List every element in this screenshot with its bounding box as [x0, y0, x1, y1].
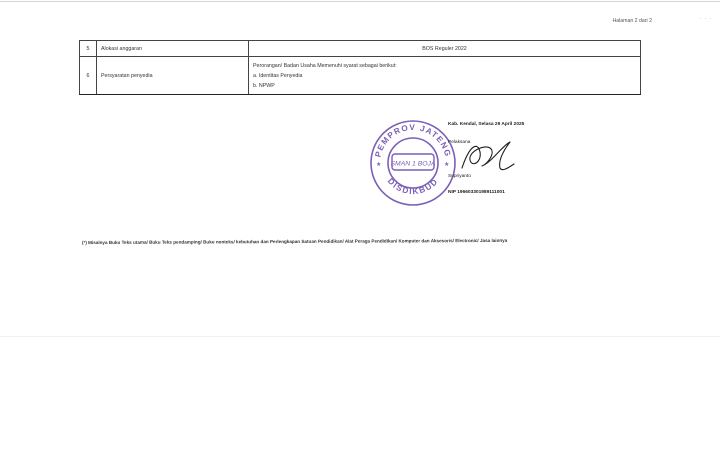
row-value-line: a. Identitas Penyedia: [253, 72, 303, 79]
corner-marks: · · ·: [699, 14, 712, 23]
row-label: Alokasi anggaran: [97, 41, 249, 57]
row-value: [249, 57, 641, 95]
row-value-line: b. NPWP: [253, 82, 275, 89]
table-row: [80, 41, 641, 57]
row-label: Persyaratan penyedia: [97, 57, 249, 95]
school-stamp: [368, 118, 458, 208]
row-value-line: BOS Reguler 2022: [422, 45, 467, 52]
divider: [0, 336, 720, 337]
handwritten-signature: [458, 138, 518, 176]
stamp-center-text: SMAN 1 BOJA: [390, 160, 436, 168]
svg-text:DISDIKBUD: [386, 177, 440, 197]
stamp-bottom-text: DISDIKBUD: [385, 176, 441, 197]
place-date: Kab. Kendal, Selasa 29 April 2025: [448, 122, 525, 127]
footnote: (*) Misalnya Buku Teks utama/ Buku Teks pendamping/ Buku nonteks/ kebutuhan dan Perlengkapan Satuan Pendidikan/ Alat Peraga Pendidikan/ Komputer dan Aksesoris/ Electronic/ Jasa lainnya: [81, 237, 508, 246]
stamp-top-text: PEMPROV JATENG: [373, 122, 453, 159]
stamp-star-icon: ★: [376, 162, 382, 168]
row-value-line: Perorangan/ Badan Usaha Memenuhi syarat sebagai berikut:: [253, 62, 397, 69]
top-rule: [0, 1, 720, 2]
spec-table: [79, 40, 641, 95]
row-value: [249, 41, 641, 57]
table-row: [80, 57, 641, 95]
page-number: Halaman 2 dari 2: [612, 18, 652, 24]
signer-role: Pelaksana: [448, 140, 471, 145]
row-number: 6: [80, 57, 97, 95]
signer-nip: NIP 196603301989111001: [448, 190, 505, 195]
row-number: 5: [80, 41, 97, 57]
stamp-star-icon: ★: [444, 162, 450, 168]
svg-text:PEMPROV JATENG: [374, 123, 453, 158]
signer-name: Supriyanto: [448, 174, 471, 179]
